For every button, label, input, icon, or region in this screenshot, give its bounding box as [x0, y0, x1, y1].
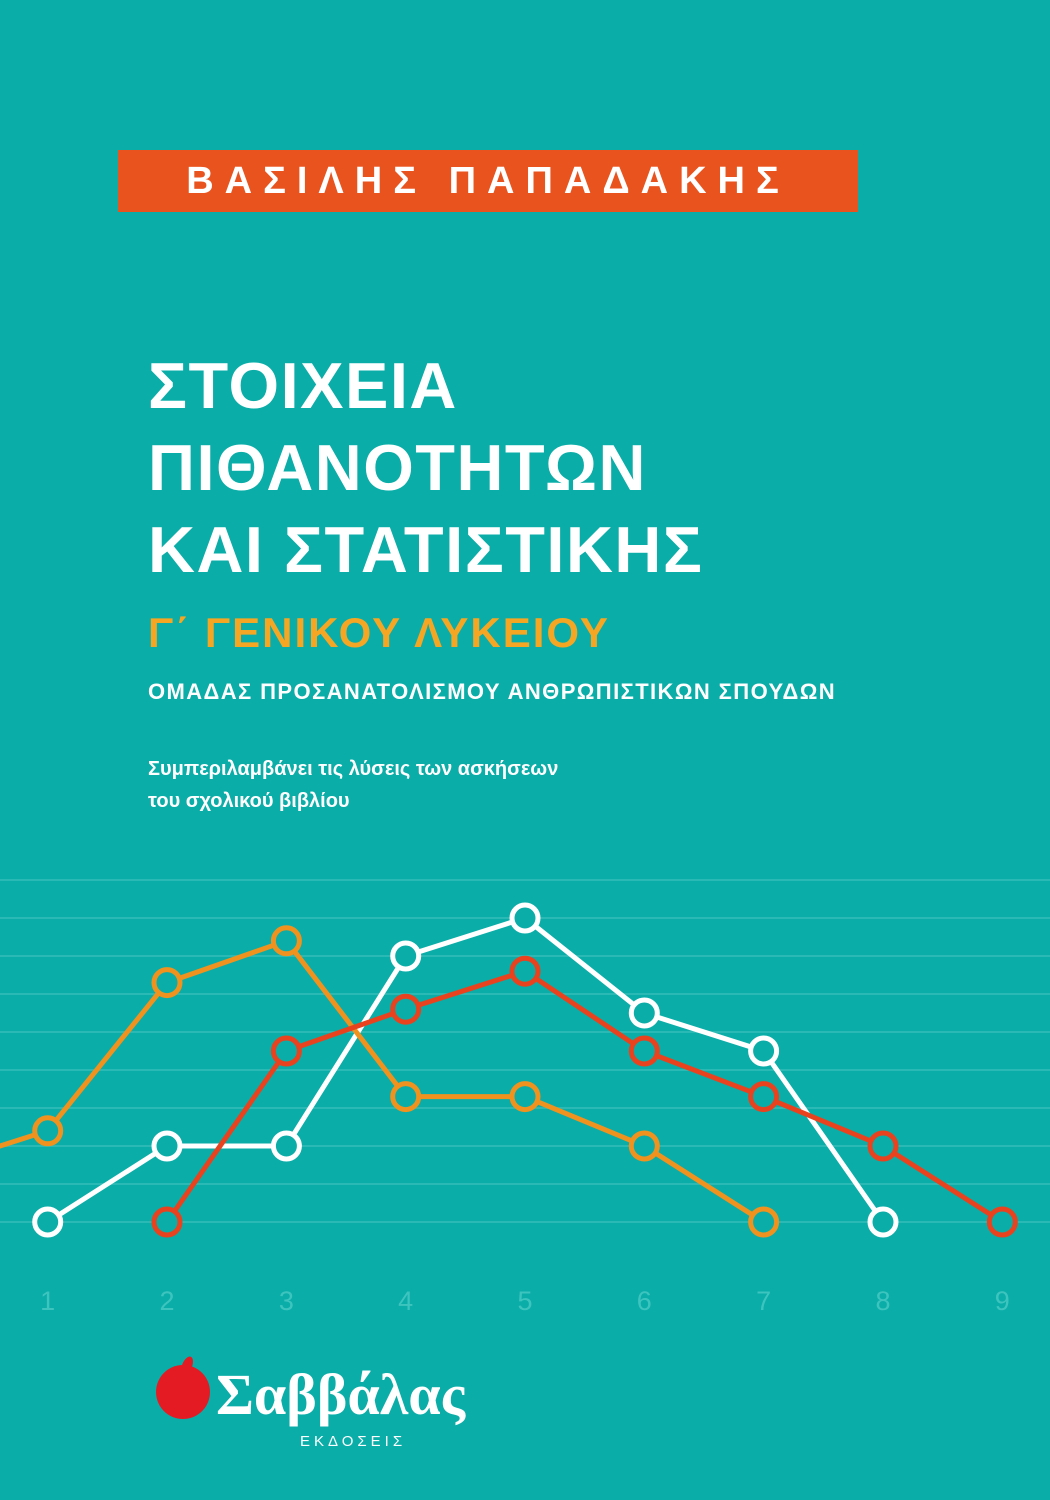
- x-tick-label: 5: [517, 1286, 533, 1316]
- chart-point-red: [393, 996, 419, 1022]
- flame-icon: [156, 1365, 210, 1419]
- chart-point-red: [751, 1084, 777, 1110]
- cover-chart: [0, 860, 1050, 1330]
- title-line-1: ΣΤΟΙΧΕΙΑ: [148, 349, 458, 422]
- author-band: [118, 150, 858, 212]
- chart-point-red: [631, 1038, 657, 1064]
- chart-point-white: [631, 1000, 657, 1026]
- note-line-1: Συμπεριλαμβάνει τις λύσεις των ασκήσεων: [148, 758, 559, 780]
- chart-point-red: [512, 958, 538, 984]
- chart-point-orange: [393, 1084, 419, 1110]
- chart-point-orange: [273, 928, 299, 954]
- chart-point-white: [35, 1209, 61, 1235]
- chart-point-red: [989, 1209, 1015, 1235]
- x-tick-label: 3: [278, 1286, 294, 1316]
- x-tick-label: 8: [875, 1286, 891, 1316]
- publisher-logo: [150, 1355, 570, 1465]
- title-line-2: ΠΙΘΑΝΟΤΗΤΩΝ: [148, 431, 647, 504]
- grade-subtitle: Γ΄ ΓΕΝΙΚΟΥ ΛΥΚΕΙΟΥ: [148, 609, 610, 656]
- title-block: [148, 345, 968, 817]
- x-tick-label: 1: [40, 1286, 56, 1316]
- chart-point-orange: [154, 970, 180, 996]
- chart-point-orange: [512, 1084, 538, 1110]
- chart-point-white: [512, 905, 538, 931]
- title-line-3: ΚΑΙ ΣΤΑΤΙΣΤΙΚΗΣ: [148, 513, 704, 586]
- chart-point-white: [751, 1038, 777, 1064]
- x-tick-label: 6: [636, 1286, 652, 1316]
- note-block: [148, 753, 968, 817]
- orientation-subtitle: ΟΜΑΔΑΣ ΠΡΟΣΑΝΑΤΟΛΙΣΜΟΥ ΑΝΘΡΩΠΙΣΤΙΚΩΝ ΣΠΟΥΔΩΝ: [148, 679, 837, 704]
- chart-point-orange: [751, 1209, 777, 1235]
- chart-point-white: [154, 1133, 180, 1159]
- chart-point-white: [273, 1133, 299, 1159]
- chart-svg: [0, 860, 1050, 1330]
- chart-point-white: [393, 943, 419, 969]
- x-tick-label: 7: [756, 1286, 772, 1316]
- chart-point-red: [870, 1133, 896, 1159]
- chart-point-orange: [631, 1133, 657, 1159]
- chart-x-tick-labels: [40, 1286, 1010, 1316]
- x-tick-label: 9: [994, 1286, 1010, 1316]
- publisher-name: Σαββάλας: [216, 1362, 466, 1427]
- x-tick-label: 2: [159, 1286, 175, 1316]
- chart-point-red: [273, 1038, 299, 1064]
- chart-point-white: [870, 1209, 896, 1235]
- author-name: ΒΑΣΙΛΗΣ ΠΑΠΑΔΑΚΗΣ: [186, 159, 790, 202]
- note-line-2: του σχολικού βιβλίου: [148, 790, 350, 812]
- publisher-subtitle: ΕΚΔΟΣΕΙΣ: [300, 1433, 407, 1450]
- chart-point-red: [154, 1209, 180, 1235]
- x-tick-label: 4: [398, 1286, 414, 1316]
- chart-point-orange: [35, 1118, 61, 1144]
